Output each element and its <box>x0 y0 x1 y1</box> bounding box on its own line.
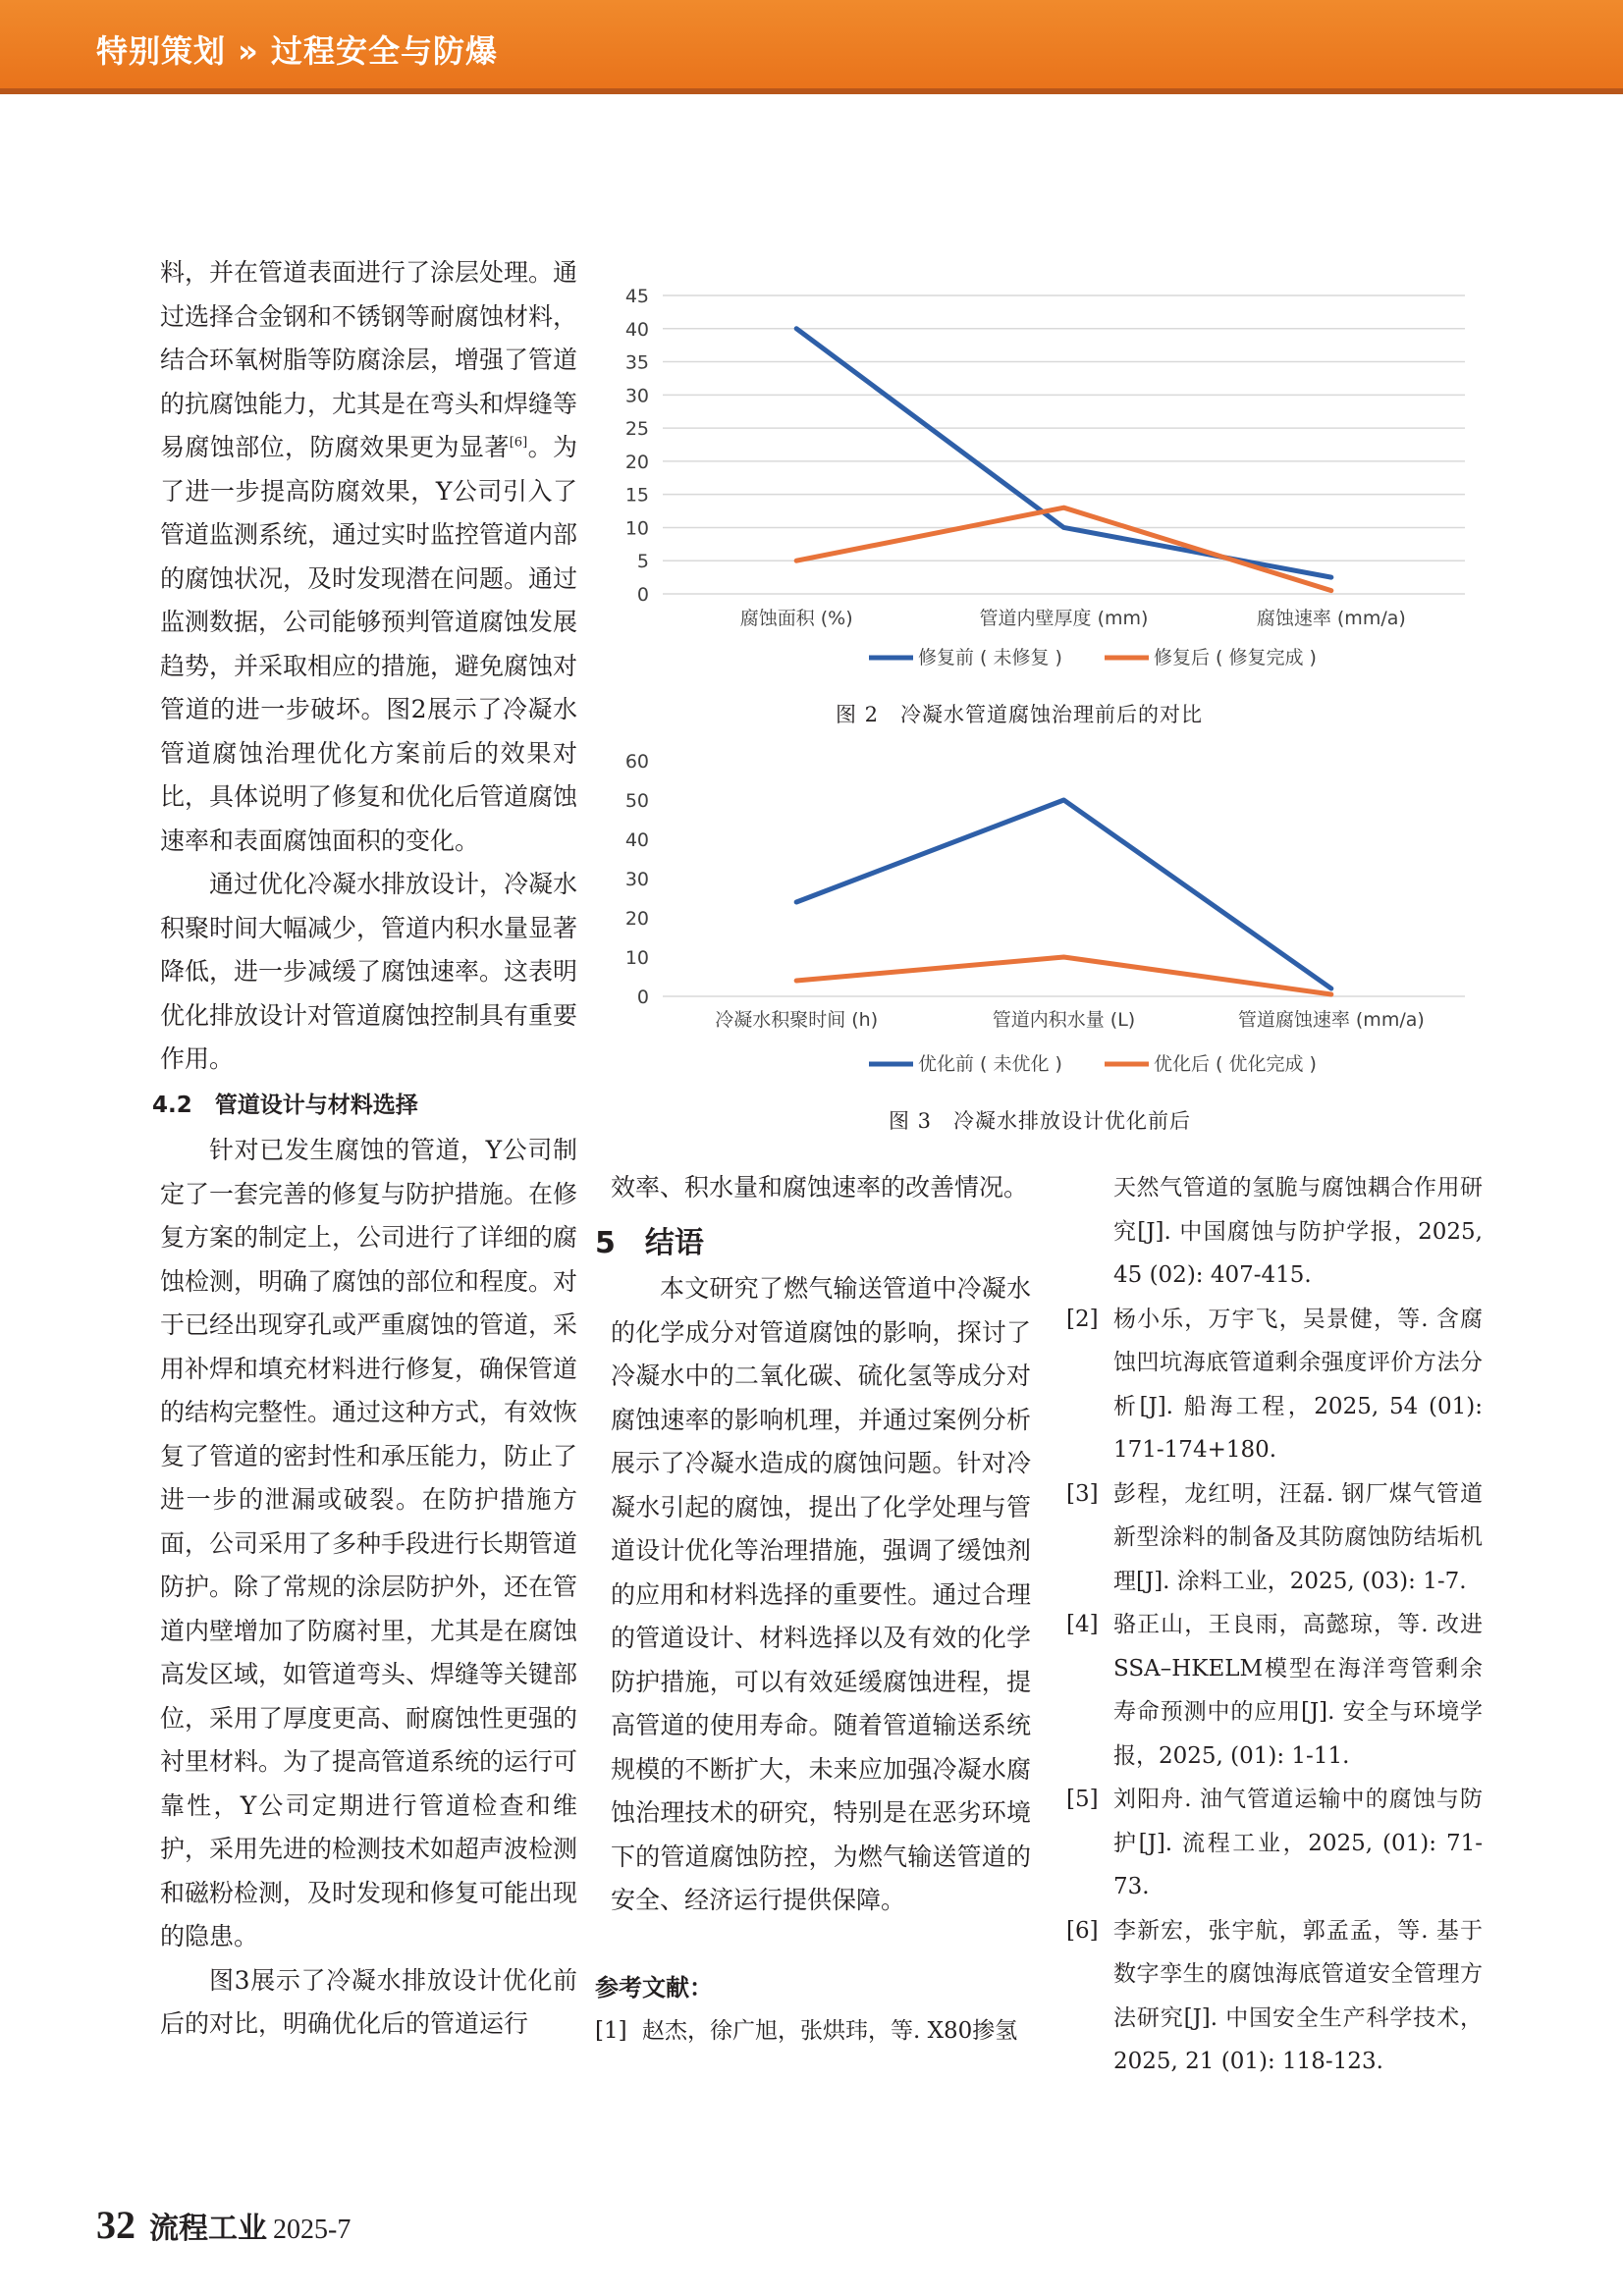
reference-1-start: 赵杰，徐广旭，张烘玮，等. X80掺氢 <box>642 2018 1018 2044</box>
y-tick-label: 10 <box>624 517 649 540</box>
legend-label: 修复前 ( 未修复 ) <box>918 647 1062 668</box>
header-bar <box>0 0 1623 94</box>
y-tick-label: 50 <box>624 790 649 812</box>
legend-label: 优化后 ( 优化完成 ) <box>1154 1053 1317 1075</box>
reference-4 <box>1066 1603 1483 1778</box>
reference-number: [6] <box>1066 1917 1099 1944</box>
section-heading-5: 5 结语 <box>595 1225 704 1260</box>
legend-label: 修复后 ( 修复完成 ) <box>1154 647 1317 668</box>
y-tick-label: 40 <box>624 829 649 851</box>
y-tick-label: 40 <box>624 318 649 341</box>
y-tick-label: 0 <box>636 987 649 1008</box>
reference-text: 骆正山，王良雨，高懿琼，等. 改进SSA–HKELM模型在海洋弯管剩余寿命预测中的应用[J]. 安全与环境学报，2025, (01): 1-11. <box>1113 1612 1483 1769</box>
legend-label: 优化前 ( 未优化 ) <box>918 1053 1062 1075</box>
x-tick-label: 冷凝水积聚时间 (h) <box>715 1009 879 1031</box>
y-tick-label: 20 <box>624 908 649 930</box>
y-tick-label: 20 <box>624 451 649 473</box>
x-tick-label: 管道内积水量 (L) <box>992 1009 1136 1031</box>
reference-text: 李新宏，张宇航，郭孟孟，等. 基于数字孪生的腐蚀海底管道安全管理方法研究[J]. 中国安全生产科学技术，2025, 21 (01): 118-123. <box>1113 1917 1483 2074</box>
series-line-1 <box>796 329 1331 577</box>
issue-label: 2025-7 <box>273 2215 352 2245</box>
y-tick-label: 10 <box>624 947 649 969</box>
reference-2 <box>1066 1298 1483 1472</box>
page-footer <box>96 2202 351 2248</box>
y-tick-label: 60 <box>624 751 649 773</box>
reference-1-continued <box>1066 1166 1483 1298</box>
y-tick-label: 35 <box>624 351 649 374</box>
figure-3-chart <box>619 741 1483 1095</box>
reference-number: [2] <box>1066 1306 1099 1332</box>
reference-number: [4] <box>1066 1612 1099 1637</box>
left-paragraph-1-text: 料，并在管道表面进行了涂层处理。通过选择合金钢和不锈钢等耐腐蚀材料，结合环氧树脂等防腐涂层，增强了管道的抗腐蚀能力，尤其是在弯头和焊缝等易腐蚀部位，防腐效果更为显著 <box>160 258 578 461</box>
y-tick-label: 30 <box>624 385 649 407</box>
figure-2-chart <box>619 275 1483 687</box>
reference-1-number: [1] <box>595 2018 627 2044</box>
x-tick-label: 腐蚀面积 (%) <box>739 608 853 629</box>
left-paragraph-3: 针对已发生腐蚀的管道，Y公司制定了一套完善的修复与防护措施。在修复方案的制定上，公司进行了详细的腐蚀检测，明确了腐蚀的部位和程度。对于已经出现穿孔或严重腐蚀的管道，采用补焊和填充材料进行修复，确保管道的结构完整性。通过这种方式，有效恢复了管道的密封性和承压能力，防止了进一步的泄漏或破裂。在防护措施方面，公司采用了多种手段进行长期管道防护。除了常规的涂层防护外，还在管道内壁增加了防腐衬里，尤其是在腐蚀高发区域，如管道弯头、焊缝等关键部位，采用了厚度更高、耐腐蚀性更强的衬里材料。为了提高管道系统的运行可靠性，Y公司定期进行管道检查和维护，采用先进的检测技术如超声波检测和磁粉检测，及时发现和修复可能出现的隐患。 <box>160 1136 578 1950</box>
y-tick-label: 15 <box>624 484 649 507</box>
reference-1-cont-text: 天然气管道的氢脆与腐蚀耦合作用研究[J]. 中国腐蚀与防护学报，2025, 45 (02): 407-415. <box>1113 1175 1483 1288</box>
left-paragraph-4: 图3展示了冷凝水排放设计优化前后的对比，明确优化后的管道运行 <box>160 1965 577 2038</box>
left-column <box>152 251 578 2047</box>
left-paragraph-2: 通过优化冷凝水排放设计，冷凝水积聚时间大幅减少，管道内积水量显著降低，进一步减缓了腐蚀速率。这表明优化排放设计对管道腐蚀控制具有重要作用。 <box>160 870 578 1073</box>
y-tick-label: 45 <box>624 286 649 307</box>
reference-5 <box>1066 1778 1483 1909</box>
reference-1 <box>595 2009 1031 2054</box>
series-line-2 <box>796 507 1331 590</box>
citation-sup: [6] <box>509 435 528 451</box>
series-line-1 <box>796 800 1331 988</box>
x-tick-label: 管道腐蚀速率 (mm/a) <box>1237 1009 1425 1031</box>
middle-paragraph-1: 本文研究了燃气输送管道中冷凝水的化学成分对管道腐蚀的影响，探讨了冷凝水中的二氧化碳、硫化氢等成分对腐蚀速率的影响机理，并通过案例分析展示了冷凝水造成的腐蚀问题。针对冷凝水引起的腐蚀，提出了化学处理与管道设计优化等治理措施，强调了缓蚀剂的应用和材料选择的重要性。通过合理的管道设计、材料选择以及有效的化学防护措施，可以有效延缓腐蚀进程，提高管道的使用寿命。随着管道输送系统规模的不断扩大，未来应加强冷凝水腐蚀治理技术的研究，特别是在恶劣环境下的管道腐蚀防控，为燃气输送管道的安全、经济运行提供保障。 <box>611 1274 1031 1914</box>
header-title: 特别策划 » 过程安全与防爆 <box>96 32 498 70</box>
figure-2-caption: 图 2 冷凝水管道腐蚀治理前后的对比 <box>836 703 1204 726</box>
series-line-2 <box>796 957 1331 994</box>
section-heading-4-2: 4.2 管道设计与材料选择 <box>152 1092 418 1118</box>
right-column <box>1066 1166 1483 2084</box>
reference-list <box>1066 1298 1483 2084</box>
page-number: 32 <box>96 2203 135 2247</box>
reference-number: [5] <box>1066 1787 1099 1812</box>
reference-text: 彭程，龙红明，汪磊. 钢厂煤气管道新型涂料的制备及其防腐蚀防结垢机理[J]. 涂料工业，2025, (03): 1-7. <box>1113 1480 1483 1594</box>
y-tick-label: 5 <box>636 551 649 573</box>
y-tick-label: 0 <box>636 584 649 606</box>
middle-paragraph-0: 效率、积水量和腐蚀速率的改善情况。 <box>611 1173 1029 1201</box>
middle-column <box>595 1166 1031 2054</box>
journal-name: 流程工业 <box>149 2212 267 2246</box>
x-tick-label: 腐蚀速率 (mm/a) <box>1256 608 1406 629</box>
reference-text: 杨小乐，万宇飞，吴景健，等. 含腐蚀凹坑海底管道剩余强度评价方法分析[J]. 船海工程，2025, 54 (01): 171-174+180. <box>1113 1306 1483 1463</box>
references-heading: 参考文献： <box>595 1973 713 2002</box>
y-tick-label: 25 <box>624 418 649 441</box>
figure-3-caption: 图 3 冷凝水排放设计优化前后 <box>889 1109 1192 1133</box>
reference-3 <box>1066 1472 1483 1604</box>
left-paragraph-1 <box>160 251 577 863</box>
left-paragraph-1b-text: 。为了进一步提高防腐效果，Y公司引入了管道监测系统，通过实时监控管道内部的腐蚀状况，及时发现潜在问题。通过监测数据，公司能够预判管道腐蚀发展趋势，并采取相应的措施，避免腐蚀对管道的进一步破坏。图2展示了冷凝水管道腐蚀治理优化方案前后的效果对比，具体说明了修复和优化后管道腐蚀速率和表面腐蚀面积的变化。 <box>160 433 578 855</box>
reference-6 <box>1066 1909 1483 2084</box>
reference-number: [3] <box>1066 1480 1099 1507</box>
x-tick-label: 管道内壁厚度 (mm) <box>979 608 1149 629</box>
reference-text: 刘阳舟. 油气管道运输中的腐蚀与防护[J]. 流程工业，2025, (01): 71-73. <box>1113 1787 1483 1899</box>
y-tick-label: 30 <box>624 869 649 890</box>
